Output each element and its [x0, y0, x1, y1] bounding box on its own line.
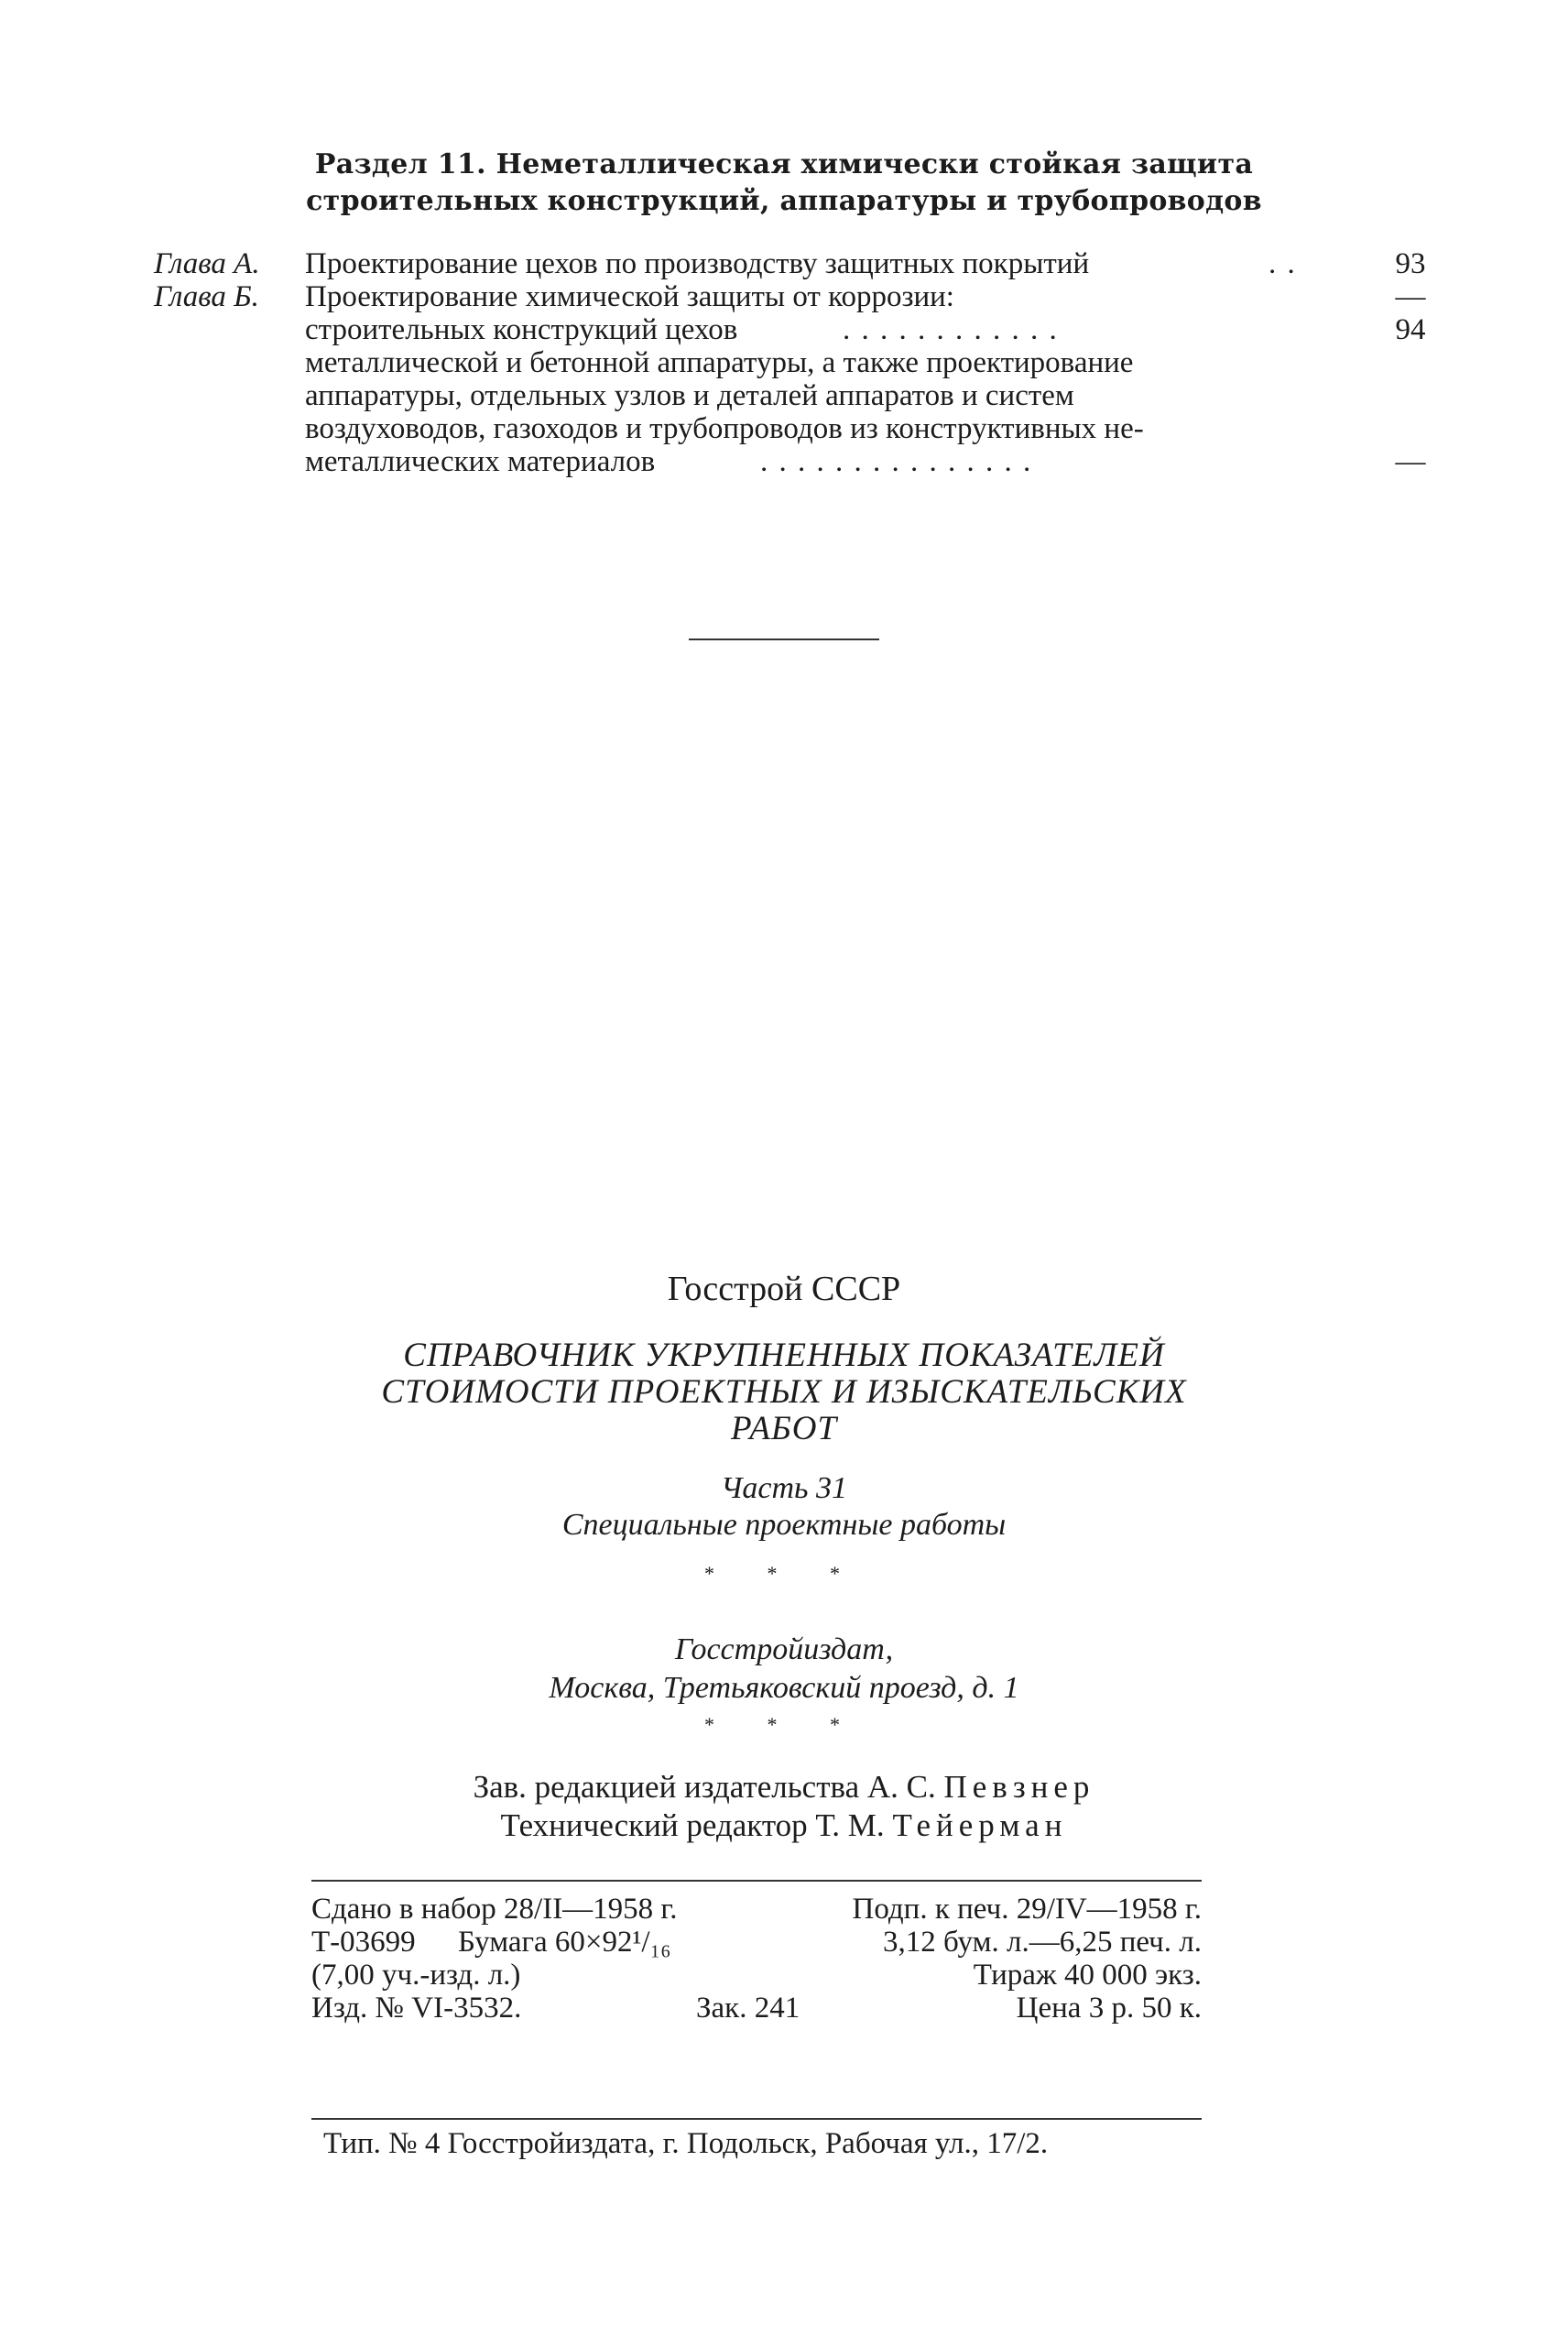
publisher-address: Москва, Третьяковский проезд, д. 1 [549, 1671, 1019, 1705]
price: Цена 3 р. 50 к. [1016, 1992, 1202, 2025]
toc-row [0, 379, 1568, 412]
toc-page-number: — [1395, 445, 1426, 478]
toc-chapter-label: Глава А. [154, 247, 260, 280]
toc-row [0, 412, 1568, 445]
imprint-rule-top [311, 1880, 1202, 1882]
part-number: Часть 31 [720, 1471, 848, 1505]
toc-page-number: 94 [1395, 313, 1426, 346]
section-heading [0, 147, 1568, 220]
editors-block [0, 1768, 1568, 1845]
print-run: Тираж 40 000 экз. [973, 1959, 1202, 1992]
toc-entry-text: металлической и бетонной аппаратуры, а также проектирование [305, 346, 1134, 379]
tech-editor-name: Тейерман [892, 1807, 1068, 1843]
section-heading-line2: строительных конструкций, аппаратуры и трубопроводов [306, 185, 1262, 217]
toc-leader-dots: . . [1269, 247, 1297, 280]
toc-leader-dots: . . . . . . . . . . . . . . . [760, 445, 1033, 478]
chief-editor-role: Зав. редакцией издательства А. С. [473, 1769, 936, 1805]
signed-date: Подп. к печ. 29/IV—1958 г. [852, 1893, 1202, 1926]
order-number: Зак. 241 [696, 1992, 800, 2025]
part-info [0, 1470, 1568, 1544]
organization: Госстрой СССР [667, 1270, 901, 1308]
submitted-date: Сдано в набор 28/II—1958 г. [311, 1893, 678, 1926]
toc-entry-text: Проектирование цехов по производству защитных покрытий [305, 247, 1090, 280]
book-title-line2: СТОИМОСТИ ПРОЕКТНЫХ И ИЗЫСКАТЕЛЬСКИХ [381, 1373, 1187, 1411]
toc-entry-text: металлических материалов [305, 445, 656, 478]
asterism-separator: * * * [704, 1713, 864, 1736]
printer-info: Тип. № 4 Госстройиздата, г. Подольск, Рабочая ул., 17/2. [323, 2127, 1049, 2160]
toc-entry-text: воздуховодов, газоходов и трубопроводов из конструктивных не- [305, 412, 1144, 445]
asterism-separator: * * * [704, 1562, 864, 1585]
toc-entry-text: строительных конструкций цехов [305, 313, 738, 346]
toc-leader-dots: . . . . . . . . . . . . [843, 313, 1059, 346]
chief-editor-line [0, 1768, 1568, 1807]
toc-chapter-label: Глава Б. [154, 280, 259, 313]
toc-row [0, 346, 1568, 379]
sheet-count: 3,12 бум. л.—6,25 печ. л. [883, 1926, 1202, 1959]
section-heading-line1: Раздел 11. Неметаллическая химически стойкая защита [314, 148, 1254, 180]
imprint-rule-bottom [311, 2118, 1202, 2120]
printing-row [311, 1959, 1202, 1995]
book-title [0, 1337, 1568, 1447]
toc-row [0, 313, 1568, 346]
publisher-block [0, 1631, 1568, 1708]
paper-format: Бумага 60×92¹/₁₆ [458, 1926, 671, 1959]
tech-editor-role: Технический редактор Т. М. [500, 1807, 885, 1843]
toc-entry-text: Проектирование химической защиты от коррозии: [305, 280, 954, 313]
part-subtitle: Специальные проектные работы [561, 1508, 1007, 1542]
printing-row [311, 1992, 1202, 2028]
printing-row [311, 1926, 1202, 1962]
toc-page-number: — [1395, 280, 1426, 313]
toc-row [0, 280, 1568, 313]
publication-number: Изд. № VI-3532. [311, 1992, 522, 2025]
tech-editor-line [0, 1807, 1568, 1845]
toc-row [0, 247, 1568, 280]
book-title-line1: СПРАВОЧНИК УКРУПНЕННЫХ ПОКАЗАТЕЛЕЙ [403, 1337, 1165, 1374]
toc-entry-text: аппаратуры, отдельных узлов и деталей аппаратов и систем [305, 379, 1074, 412]
section-divider [689, 639, 879, 640]
publisher-sheets: (7,00 уч.-изд. л.) [311, 1959, 521, 1992]
chief-editor-name: Певзнер [943, 1769, 1095, 1805]
book-title-line3: РАБОТ [730, 1410, 838, 1447]
print-code: Т-03699 [311, 1926, 416, 1959]
toc-row [0, 445, 1568, 478]
publisher-name: Госстройиздат, [674, 1632, 894, 1666]
printing-row [311, 1893, 1202, 1929]
toc-page-number: 93 [1395, 247, 1426, 280]
